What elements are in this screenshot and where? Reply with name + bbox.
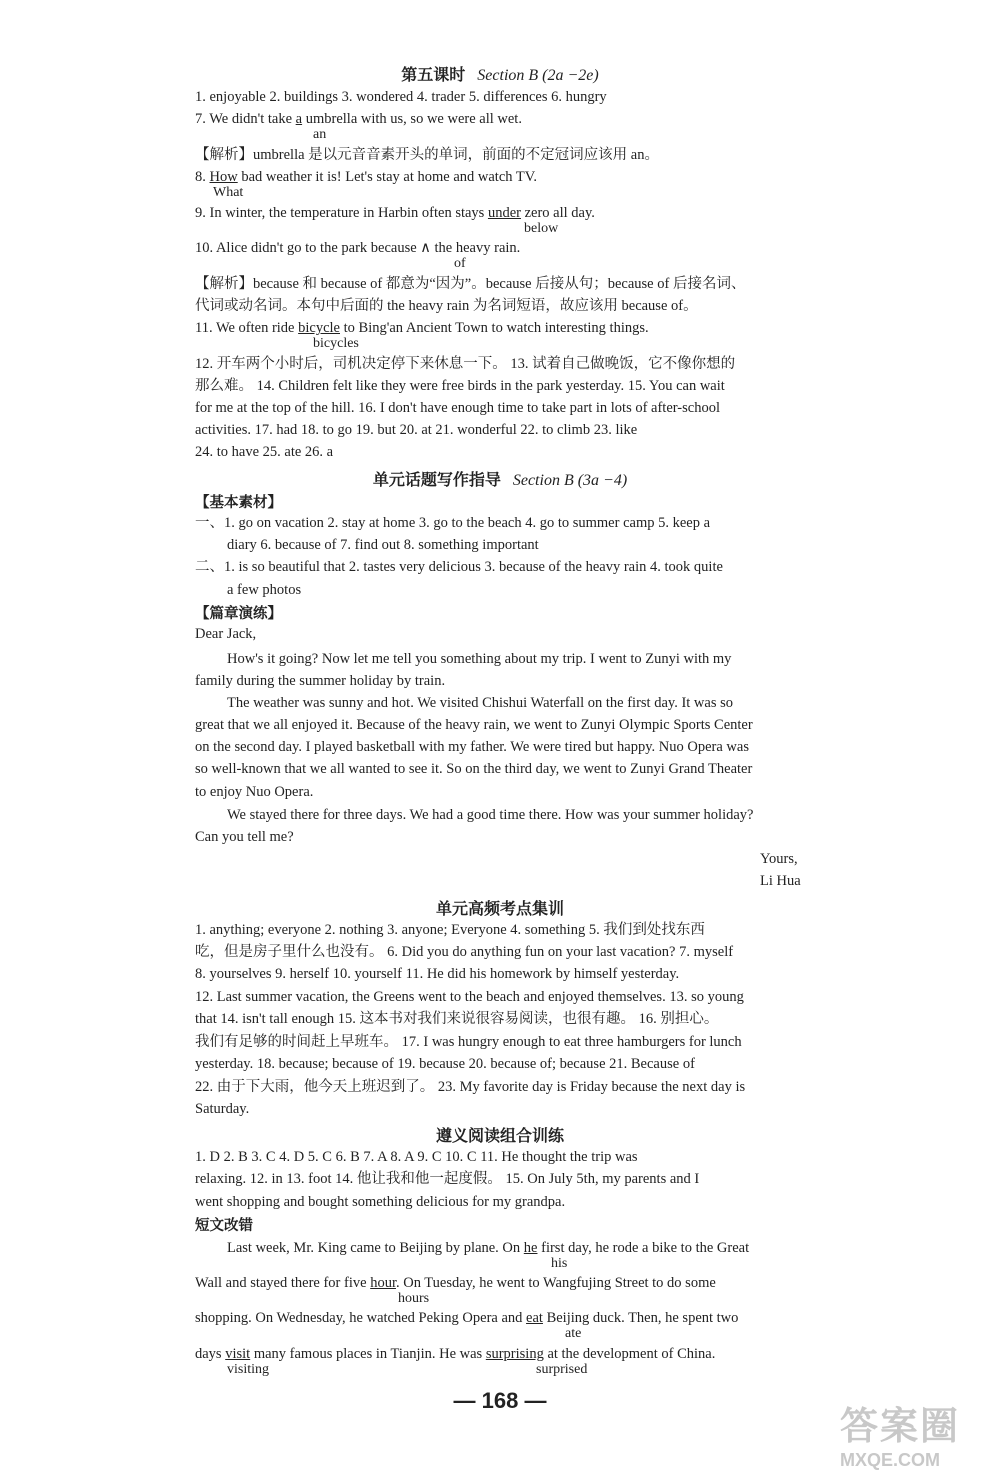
- watermark-text: 答案圈: [840, 1406, 961, 1448]
- letter-line: so well-known that we all wanted to see it. So on the third day, we went to Zunyi Grand Theater: [195, 761, 753, 777]
- page-number: — 168 —: [453, 1388, 547, 1413]
- answer-line: 二、1. is so beautiful that 2. tastes very delicious 3. because of the heavy rain 4. took quite: [195, 559, 723, 575]
- section-title-reading: 遵义阅读组合训练: [435, 1128, 564, 1145]
- answer-line: 我们有足够的时间赶上早班车。 17. I was hungry enough to eat three hamburgers for lunch: [195, 1034, 742, 1050]
- correction-line: shopping. On Wednesday, he watched Peking Opera and eat Beijing duck. Then, he spent two: [195, 1310, 739, 1326]
- answer-line: 22. 由于下大雨，他今天上班迟到了。 23. My favorite day is Friday because the next day is: [195, 1079, 746, 1095]
- answer-line: 1. enjoyable 2. buildings 3. wondered 4. trader 5. differences 6. hungry: [195, 89, 607, 105]
- section-title-lesson5: [0, 62, 1000, 85]
- letter-line: The weather was sunny and hot. We visited Chishui Waterfall on the first day. It was so: [227, 695, 733, 711]
- title-section: Section B (3a −4): [512, 472, 628, 489]
- letter-line: to enjoy Nuo Opera.: [195, 784, 314, 800]
- answer-line: 11. We often ride bicycle to Bing'an Ancient Town to watch interesting things.: [195, 320, 649, 336]
- watermark-url: MXQE.COM: [840, 1450, 941, 1470]
- answer-line: activities. 17. had 18. to go 19. but 20. at 21. wonderful 22. to climb 23. like: [195, 422, 638, 438]
- label-basic-material: 【基本素材】: [195, 495, 282, 511]
- analysis-line: 【解析】because 和 because of 都意为“因为”。because 后接从句；because of 后接名词、: [195, 276, 746, 292]
- answer-line: relaxing. 12. in 13. foot 14. 他让我和他一起度假。 15. On July 5th, my parents and I: [195, 1171, 700, 1187]
- error-word: visit: [225, 1346, 251, 1362]
- analysis-line: 【解析】umbrella 是以元音音素开头的单词，前面的不定冠词应该用 an。: [195, 147, 659, 163]
- answer-line: 1. anything; everyone 2. nothing 3. anyone; Everyone 4. something 5. 我们到处找东西: [195, 922, 705, 938]
- letter-line: on the second day. I played basketball with my father. We were tired but happy. Nuo Opera was: [195, 739, 749, 755]
- answer-line: 1. D 2. B 3. C 4. D 5. C 6. B 7. A 8. A 9. C 10. C 11. He thought the trip was: [195, 1149, 638, 1165]
- letter-greeting: Dear Jack,: [195, 626, 257, 642]
- answer-line: 一、1. go on vacation 2. stay at home 3. go to the beach 4. go to summer camp 5. keep a: [195, 515, 711, 531]
- correction: hours: [398, 1291, 430, 1306]
- answer-line: 8. How bad weather it is! Let's stay at home and watch TV.: [195, 169, 537, 185]
- letter-line: We stayed there for three days. We had a good time there. How was your summer holiday?: [227, 807, 754, 823]
- error-word: surprising: [485, 1346, 544, 1362]
- answer-line: 10. Alice didn't go to the park because ∧ the heavy rain.: [195, 240, 521, 256]
- answer-line: 24. to have 25. ate 26. a: [195, 444, 334, 460]
- label-error-correction: 短文改错: [195, 1218, 253, 1234]
- correction-line: Last week, Mr. King came to Beijing by plane. On he first day, he rode a bike to the Great: [227, 1240, 750, 1256]
- answer-line: 7. We didn't take a umbrella with us, so we were all wet.: [195, 111, 522, 127]
- letter-line: great that we all enjoyed it. Because of the heavy rain, we went to Zunyi Olympic Sports Center: [195, 717, 753, 733]
- correction: visiting: [227, 1362, 270, 1377]
- answer-line: 吃，但是房子里什么也没有。 6. Did you do anything fun on your last vacation? 7. myself: [195, 944, 734, 960]
- letter-closing: Yours,: [760, 851, 798, 867]
- answer-line: for me at the top of the hill. 16. I don't have enough time to take part in lots of after-school: [195, 400, 720, 416]
- correction: surprised: [536, 1362, 588, 1377]
- label-essay-practice: 【篇章演练】: [195, 606, 282, 622]
- answer-line: 8. yourselves 9. herself 10. yourself 11. He did his homework by himself yesterday.: [195, 966, 680, 982]
- answer-line: yesterday. 18. because; because of 19. because 20. because of; because 21. Because of: [195, 1056, 695, 1072]
- answer-line: Saturday.: [195, 1101, 250, 1117]
- title-cn: 单元话题写作指导: [372, 472, 501, 489]
- letter-line: family during the summer holiday by train.: [195, 673, 446, 689]
- answer-line: 12. Last summer vacation, the Greens went to the beach and enjoyed themselves. 13. so young: [195, 989, 744, 1005]
- error-word: he: [523, 1240, 538, 1256]
- letter-line: Can you tell me?: [195, 829, 294, 845]
- answer-line: 9. In winter, the temperature in Harbin often stays under zero all day.: [195, 205, 595, 221]
- title-cn: 第五课时: [401, 67, 466, 84]
- title-section: Section B (2a −2e): [477, 67, 599, 84]
- letter-signature: Li Hua: [760, 873, 801, 889]
- section-title-writing: [0, 467, 1000, 490]
- correction-line: days visit many famous places in Tianjin. He was surprising at the development of China.: [195, 1346, 716, 1362]
- correction: ate: [565, 1326, 582, 1341]
- correction: bicycles: [313, 336, 359, 351]
- answer-line: a few photos: [227, 582, 302, 598]
- error-word: bicycle: [298, 320, 340, 336]
- analysis-line: 代词或动名词。本句中后面的 the heavy rain 为名词短语，故应该用 because of。: [195, 298, 698, 314]
- answer-line: that 14. isn't tall enough 15. 这本书对我们来说很容易阅读，也很有趣。 16. 别担心。: [195, 1011, 719, 1027]
- error-word: eat: [526, 1310, 543, 1326]
- error-word: How: [209, 169, 238, 185]
- correction: an: [313, 127, 327, 142]
- error-word: under: [487, 205, 521, 221]
- correction-line: Wall and stayed there for five hour. On Tuesday, he went to Wangfujing Street to do some: [195, 1275, 716, 1291]
- answer-line: diary 6. because of 7. find out 8. something important: [227, 537, 539, 553]
- answer-line: 那么难。 14. Children felt like they were free birds in the park yesterday. 15. You can wait: [195, 378, 725, 394]
- section-title-key-points: 单元高频考点集训: [435, 901, 564, 918]
- error-word: a: [295, 111, 303, 127]
- answer-line: 12. 开车两个小时后，司机决定停下来休息一下。 13. 试着自己做晚饭，它不像你想的: [195, 356, 736, 372]
- letter-line: How's it going? Now let me tell you something about my trip. I went to Zunyi with my: [227, 651, 732, 667]
- correction: his: [551, 1256, 568, 1271]
- answer-line: went shopping and bought something delicious for my grandpa.: [195, 1194, 566, 1210]
- error-word: hour: [370, 1275, 396, 1291]
- correction: below: [524, 221, 559, 236]
- watermark-logo: [840, 1395, 990, 1470]
- correction: of: [454, 256, 466, 271]
- correction: What: [213, 185, 244, 200]
